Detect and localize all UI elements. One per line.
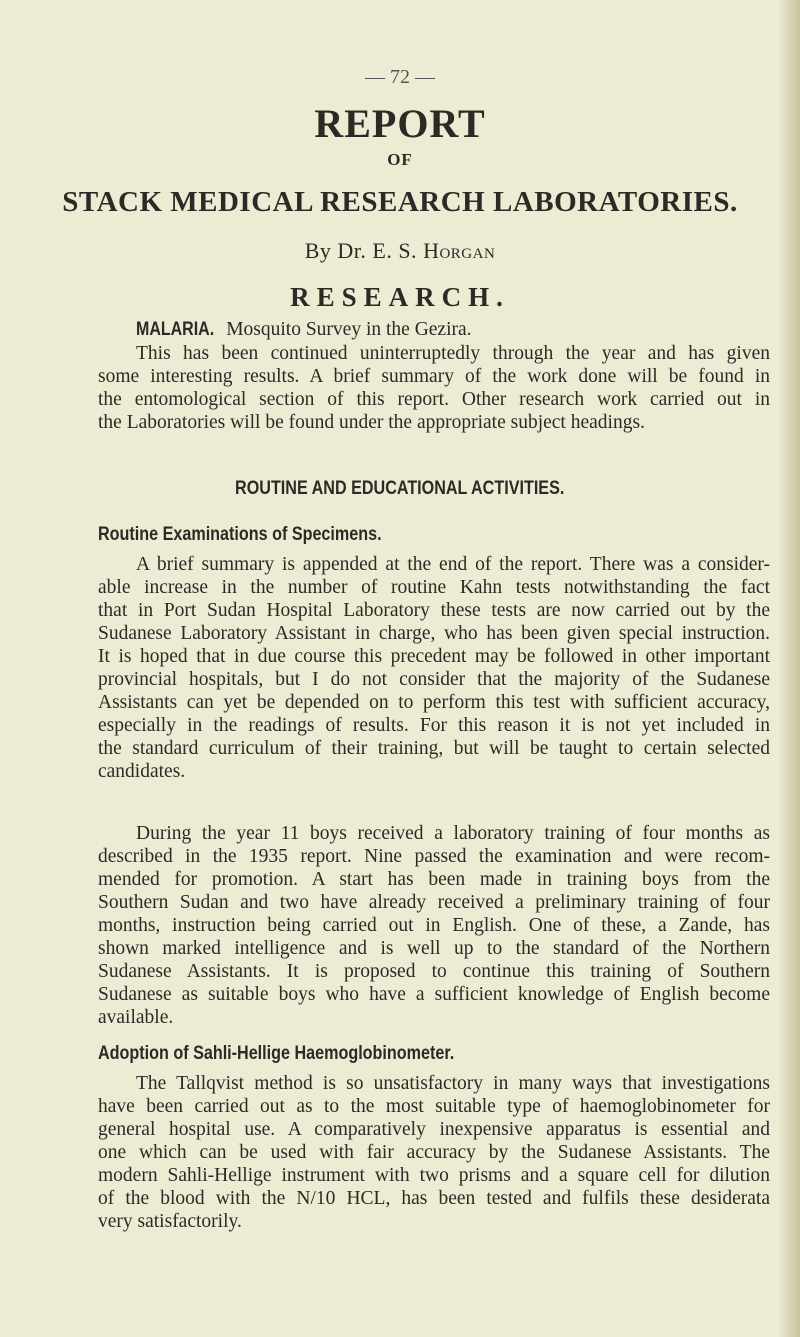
report-subtitle: STACK MEDICAL RESEARCH LABORATORIES.: [62, 186, 738, 218]
haemoglobinometer-heading: Adoption of Sahli-Hellige Haemoglobinometer.: [98, 1043, 455, 1064]
text-line: some interesting results. A brief summary of the work done will be found in: [98, 366, 770, 387]
report-title: REPORT: [314, 101, 486, 146]
section-research: RESEARCH.: [290, 282, 510, 312]
text-line: available.: [98, 1007, 174, 1028]
text-line: general hospital use. A comparatively inexpensive apparatus is essential and: [98, 1119, 770, 1140]
text-line: modern Sahli-Hellige instrument with two prisms and a square cell for dilution: [98, 1165, 770, 1186]
text-line: The Tallqvist method is so unsatisfactory in many ways that investigations: [136, 1073, 770, 1094]
section-routine-text: ROUTINE AND EDUCATIONAL ACTIVITIES.: [235, 478, 565, 499]
text-line: Sudanese Laboratory Assistant in charge, who has been given special instruction.: [98, 623, 770, 644]
author-name: Horgan: [423, 238, 496, 263]
text-line: shown marked intelligence and is well up to the standard of the Northern: [98, 938, 770, 959]
text-line: able increase in the number of routine Kahn tests notwithstanding the fact: [98, 577, 770, 598]
malaria-label: MALARIA.: [136, 318, 215, 340]
malaria-heading: [136, 318, 472, 341]
text-line: the entomological section of this report. Other research work carried out in: [98, 389, 770, 410]
author-prefix: By Dr. E. S.: [304, 238, 424, 263]
text-line: especially in the readings of results. For this reason it is not yet included in: [98, 715, 770, 736]
text-line: candidates.: [98, 761, 186, 782]
haemoglobinometer-paragraph: [98, 1072, 770, 1233]
text-line: provincial hospitals, but I do not consider that the majority of the Sudanese: [98, 669, 770, 690]
text-line: have been carried out as to the most suitable type of haemoglobinometer for: [98, 1096, 770, 1117]
text-line: Assistants can yet be depended on to perform this test with sufficient accuracy,: [98, 692, 770, 713]
text-line: of the blood with the N/10 HCL, has been tested and fulfils these desiderata: [98, 1188, 770, 1209]
title-of: OF: [387, 150, 413, 169]
text-line: very satisfactorily.: [98, 1211, 242, 1232]
text-line: Sudanese as suitable boys who have a sufficient knowledge of English become: [98, 984, 770, 1005]
malaria-title: Mosquito Survey in the Gezira.: [221, 319, 472, 340]
author-line: [0, 238, 800, 264]
routine-exams-heading: Routine Examinations of Specimens.: [98, 524, 382, 545]
text-line: described in the 1935 report. Nine passed the examination and were recom-: [98, 846, 770, 867]
text-line: This has been continued uninterruptedly through the year and has given: [136, 343, 770, 364]
text-line: one which can be used with fair accuracy by the Sudanese Assistants. The: [98, 1142, 770, 1163]
routine-exams-paragraph: [98, 553, 770, 783]
malaria-paragraph: [98, 342, 770, 434]
text-line: It is hoped that in due course this precedent may be followed in other important: [98, 646, 770, 667]
text-line: During the year 11 boys received a laboratory training of four months as: [136, 823, 770, 844]
section-routine-heading: [0, 478, 800, 500]
text-line: the Laboratories will be found under the appropriate subject headings.: [98, 412, 645, 433]
page-number: — 72 —: [365, 66, 435, 88]
text-line: Southern Sudan and two have already received a preliminary training of four: [98, 892, 770, 913]
text-line: mended for promotion. A start has been made in training boys from the: [98, 869, 770, 890]
text-line: months, instruction being carried out in English. One of these, a Zande, has: [98, 915, 770, 936]
text-line: that in Port Sudan Hospital Laboratory these tests are now carried out by the: [98, 600, 770, 621]
text-line: the standard curriculum of their training, but will be taught to certain selected: [98, 738, 770, 759]
training-paragraph: [98, 822, 770, 1029]
text-line: Sudanese Assistants. It is proposed to continue this training of Southern: [98, 961, 770, 982]
text-line: A brief summary is appended at the end of the report. There was a consider-: [136, 554, 770, 575]
